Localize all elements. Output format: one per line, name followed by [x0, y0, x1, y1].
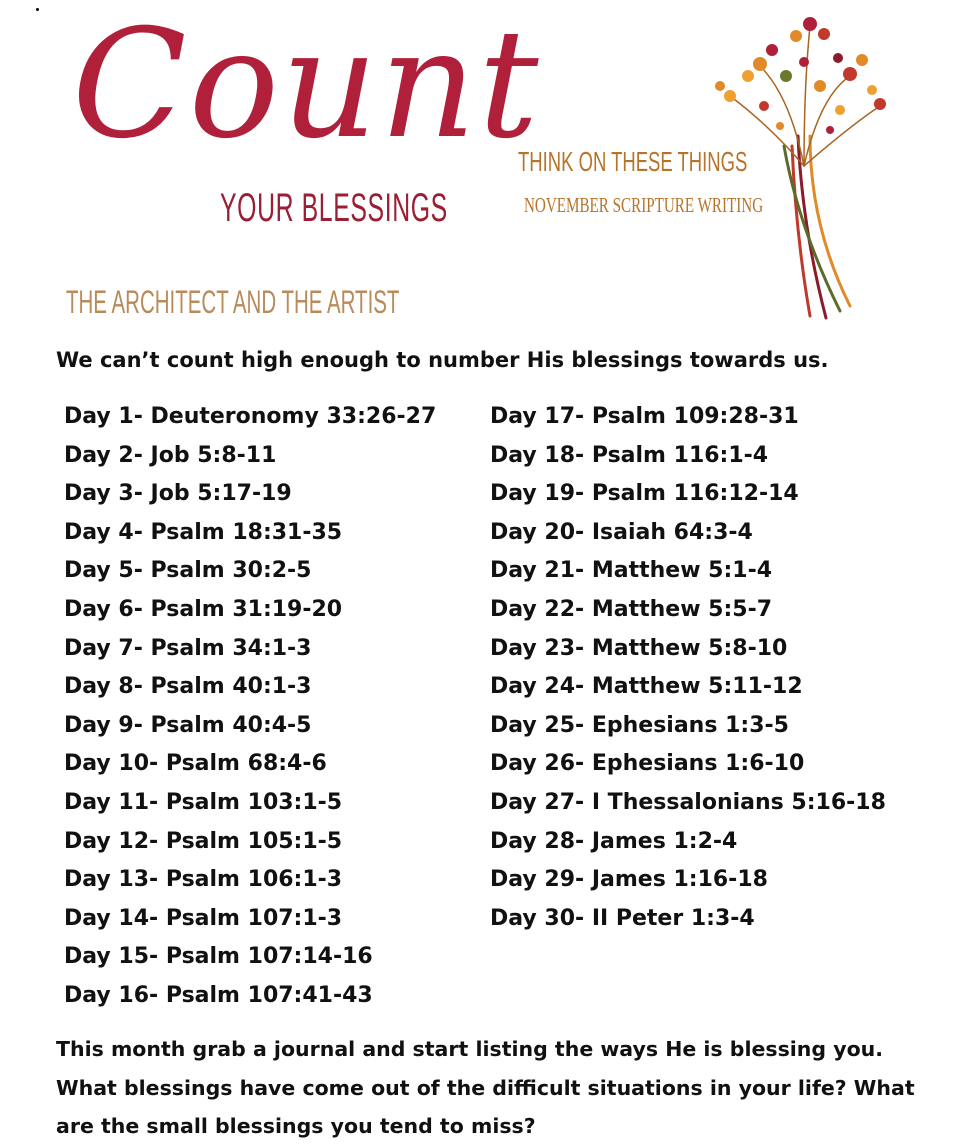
- flower-bouquet-icon: [700, 6, 900, 326]
- corner-dot: [36, 8, 39, 11]
- reading-item: Day 28- James 1:2-4: [490, 828, 738, 854]
- reading-item: Day 11- Psalm 103:1-5: [64, 789, 343, 815]
- reading-item: Day 15- Psalm 107:14-16: [64, 944, 373, 970]
- reading-item: Day 3- Job 5:17-19: [64, 481, 292, 507]
- title-subtitle: YOUR BLESSINGS: [220, 186, 448, 230]
- reading-item: Day 5- Psalm 30:2-5: [64, 558, 312, 584]
- reading-item: Day 22- Matthew 5:5-7: [490, 596, 773, 622]
- reading-item: Day 21- Matthew 5:1-4: [490, 558, 773, 584]
- reading-item: Day 25- Ephesians 1:3-5: [490, 712, 789, 738]
- reading-item: Day 6- Psalm 31:19-20: [64, 596, 343, 622]
- reading-item: Day 4- Psalm 18:31-35: [64, 519, 343, 545]
- author-name: THE ARCHITECT AND THE ARTIST: [66, 284, 400, 320]
- reading-item: Day 2- Job 5:8-11: [64, 442, 277, 468]
- reading-item: Day 10- Psalm 68:4-6: [64, 751, 327, 777]
- reading-item: Day 8- Psalm 40:1-3: [64, 674, 312, 700]
- reading-item: Day 18- Psalm 116:1-4: [490, 442, 769, 468]
- reading-item: Day 30- II Peter 1:3-4: [490, 905, 755, 931]
- outro-text: This month grab a journal and start listing the ways He is blessing you. What blessings have come out of the difficult situations in your life? What are the small blessings you tend to miss?: [56, 1037, 915, 1138]
- reading-item: Day 23- Matthew 5:8-10: [490, 635, 788, 661]
- title-count: Count: [72, 0, 541, 172]
- reading-item: Day 7- Psalm 34:1-3: [64, 635, 312, 661]
- reading-item: Day 29- James 1:16-18: [490, 867, 768, 893]
- reading-item: Day 9- Psalm 40:4-5: [64, 712, 312, 738]
- reading-item: Day 12- Psalm 105:1-5: [64, 828, 343, 854]
- reading-item: Day 26- Ephesians 1:6-10: [490, 751, 805, 777]
- reading-item: Day 17- Psalm 109:28-31: [490, 404, 799, 429]
- reading-item: Day 24- Matthew 5:11-12: [490, 674, 803, 700]
- series-subtitle: NOVEMBER SCRIPTURE WRITING: [524, 193, 764, 217]
- reading-item: Day 13- Psalm 106:1-3: [64, 867, 343, 893]
- reading-item: Day 19- Psalm 116:12-14: [490, 481, 799, 507]
- readings-left-list: [64, 398, 436, 1016]
- intro-text: We can’t count high enough to number His blessings towards us.: [56, 348, 829, 372]
- reading-item: Day 27- I Thessalonians 5:16-18: [490, 789, 886, 815]
- tagline: THINK ON THESE THINGS: [518, 146, 748, 177]
- readings-right-list: [490, 398, 886, 938]
- reading-item: Day 20- Isaiah 64:3-4: [490, 519, 753, 545]
- reading-item: Day 16- Psalm 107:41-43: [64, 982, 373, 1008]
- reading-item: Day 1- Deuteronomy 33:26-27: [64, 404, 437, 429]
- reading-item: Day 14- Psalm 107:1-3: [64, 905, 343, 931]
